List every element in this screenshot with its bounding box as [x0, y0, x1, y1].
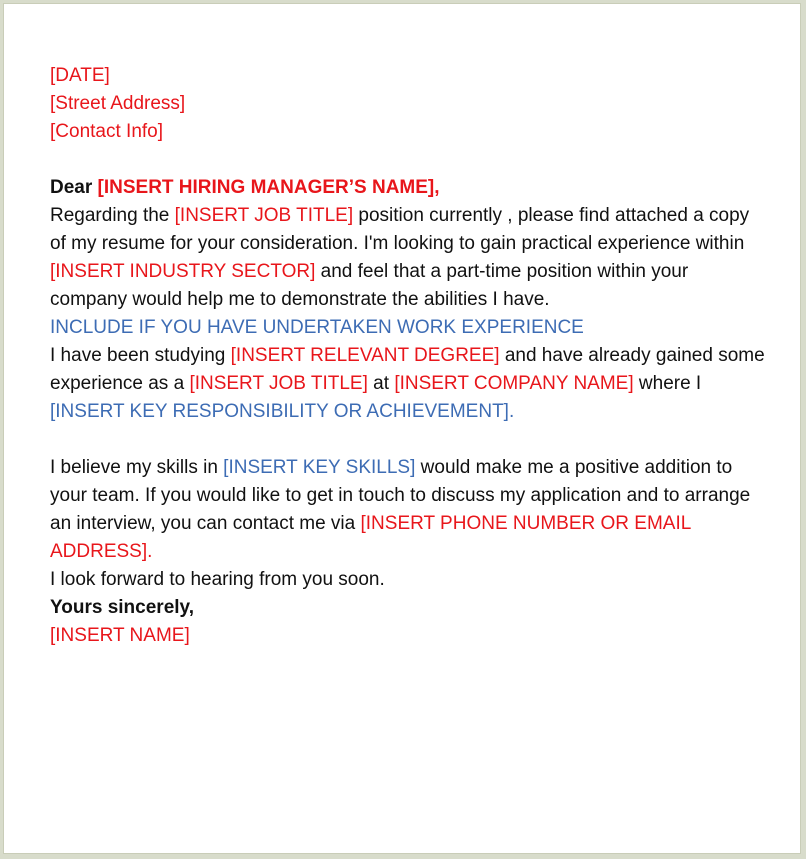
street-address-placeholder: [Street Address]	[50, 93, 186, 114]
contact-method-placeholder: [INSERT PHONE NUMBER OR EMAIL ADDRESS].	[50, 513, 691, 562]
experience-text	[50, 342, 770, 426]
paragraph-closing: I look forward to hearing from you soon.	[50, 569, 385, 590]
intro-text-1: Regarding the	[50, 205, 170, 226]
letter-page	[3, 3, 801, 854]
work-experience-note: INCLUDE IF YOU HAVE UNDERTAKEN WORK EXPERIENCE	[50, 317, 584, 338]
name-placeholder: [INSERT NAME]	[50, 625, 190, 646]
key-skills-placeholder: [INSERT KEY SKILLS]	[223, 457, 416, 478]
intro-text-2: position currently , please find attached a copy of my resume for your consideration. I'm looking to gain practical experience within	[50, 205, 750, 254]
intro-text-3: and feel that a part-time position within your company would help me to demonstrate the abilities I have.	[50, 261, 689, 310]
sender-header	[50, 62, 770, 146]
experience-job-title-placeholder: [INSERT JOB TITLE]	[189, 373, 368, 394]
skills-text-2: would make me a positive addition to your team. If you would like to get in touch to discuss my application and to arrange an interview, you can contact me via	[50, 457, 751, 534]
experience-text-3: at	[373, 373, 390, 394]
degree-placeholder: [INSERT RELEVANT DEGREE]	[230, 345, 500, 366]
cover-letter	[50, 62, 770, 650]
signature-block	[50, 594, 770, 650]
paragraph-intro	[50, 202, 770, 314]
company-name-placeholder: [INSERT COMPANY NAME]	[394, 373, 634, 394]
salutation-dear: Dear	[50, 177, 93, 198]
hiring-manager-placeholder: [INSERT HIRING MANAGER’S NAME],	[97, 177, 440, 198]
date-placeholder: [DATE]	[50, 65, 110, 86]
industry-sector-placeholder: [INSERT INDUSTRY SECTOR]	[50, 261, 316, 282]
experience-text-1: I have been studying	[50, 345, 226, 366]
paragraph-experience	[50, 314, 770, 426]
experience-text-4: where I	[638, 373, 702, 394]
experience-text-2: and have already gained some experience as a	[50, 345, 765, 394]
paragraph-skills	[50, 454, 770, 566]
salutation	[50, 174, 770, 202]
contact-info-placeholder: [Contact Info]	[50, 121, 164, 142]
job-title-placeholder: [INSERT JOB TITLE]	[174, 205, 354, 226]
skills-text-1: I believe my skills in	[50, 457, 218, 478]
sign-off: Yours sincerely,	[50, 597, 194, 618]
responsibility-placeholder: [INSERT KEY RESPONSIBILITY OR ACHIEVEMENT].	[50, 401, 515, 422]
